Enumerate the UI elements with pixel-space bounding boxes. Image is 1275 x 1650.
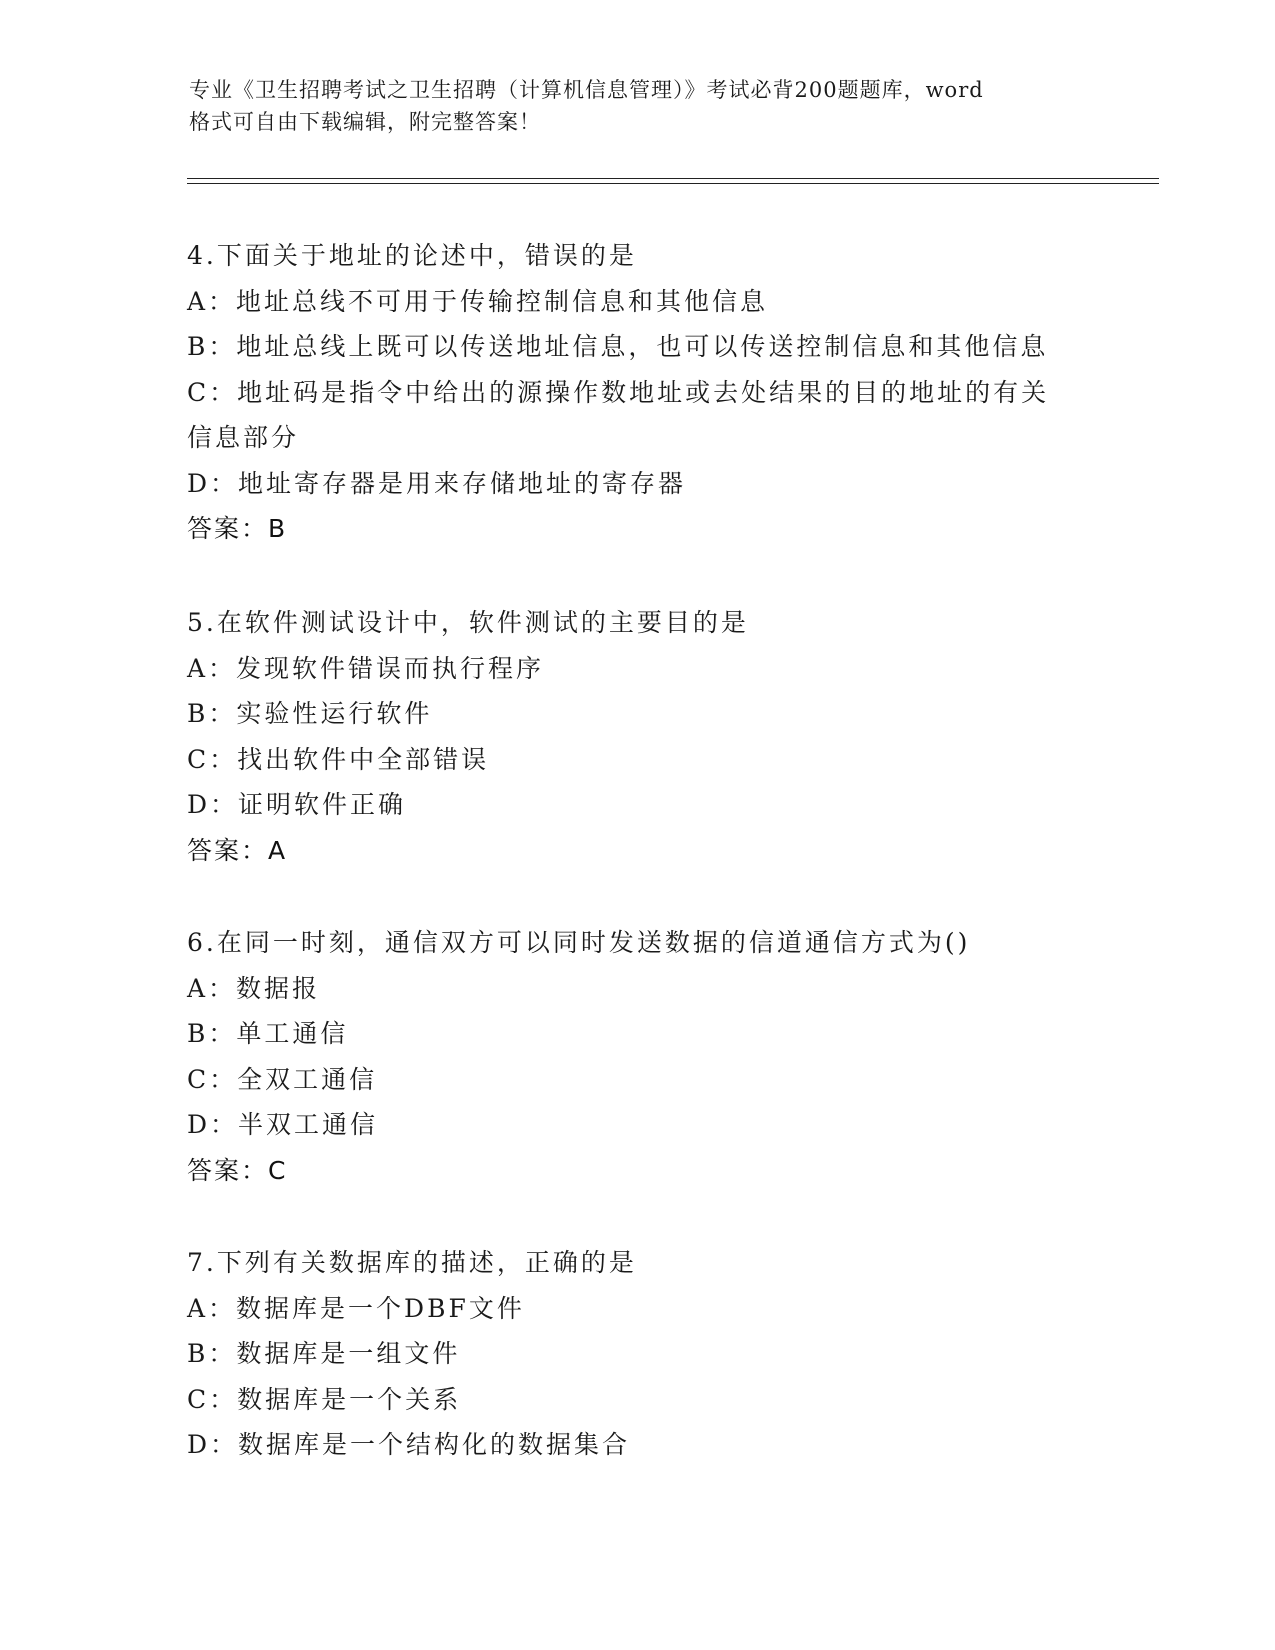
option-d: D：地址寄存器是用来存储地址的寄存器 <box>187 468 687 498</box>
header-line-1: 专业《卫生招聘考试之卫生招聘（计算机信息管理）》考试必背200题题库，word <box>189 78 984 102</box>
header-divider-bottom <box>187 183 1159 184</box>
option-b: B：数据库是一组文件 <box>187 1339 461 1368</box>
question-stem: 6.在同一时刻，通信双方可以同时发送数据的信道通信方式为() <box>187 928 971 957</box>
question-stem: 5.在软件测试设计中，软件测试的主要目的是 <box>187 608 749 637</box>
answer-label: 答案：B <box>187 514 288 543</box>
option-c: C：全双工通信 <box>187 1064 378 1094</box>
header-divider-top <box>187 178 1159 179</box>
answer-label: 答案：A <box>187 835 288 865</box>
option-c: C：地址码是指令中给出的源操作数地址或去处结果的目的地址的有关 <box>187 377 1050 407</box>
answer-label: 答案：C <box>187 1155 288 1185</box>
option-c: C：找出软件中全部错误 <box>187 744 490 774</box>
option-a: A：地址总线不可用于传输控制信息和其他信息 <box>187 286 769 316</box>
option-c: C：数据库是一个关系 <box>187 1384 462 1414</box>
question-5 <box>187 600 1087 873</box>
question-4 <box>187 233 1087 552</box>
option-d: D：数据库是一个结构化的数据集合 <box>187 1430 631 1459</box>
option-d: D：半双工通信 <box>187 1110 379 1139</box>
option-a: A：发现软件错误而执行程序 <box>187 653 545 683</box>
option-a: A：数据库是一个DBF文件 <box>187 1293 525 1323</box>
header-line-2: 格式可自由下载编辑，附完整答案！ <box>189 110 541 134</box>
option-c-continued: 信息部分 <box>187 423 300 452</box>
option-a: A：数据报 <box>187 973 321 1003</box>
option-d: D：证明软件正确 <box>187 790 407 819</box>
option-b: B：单工通信 <box>187 1019 349 1048</box>
question-stem: 7.下列有关数据库的描述，正确的是 <box>187 1248 637 1277</box>
option-b: B：实验性运行软件 <box>187 699 433 728</box>
question-stem: 4.下面关于地址的论述中，错误的是 <box>187 241 637 270</box>
option-b: B：地址总线上既可以传送地址信息，也可以传送控制信息和其他信息 <box>187 332 1049 361</box>
question-7 <box>187 1240 1087 1468</box>
question-6 <box>187 920 1087 1193</box>
document-header <box>189 74 1089 138</box>
